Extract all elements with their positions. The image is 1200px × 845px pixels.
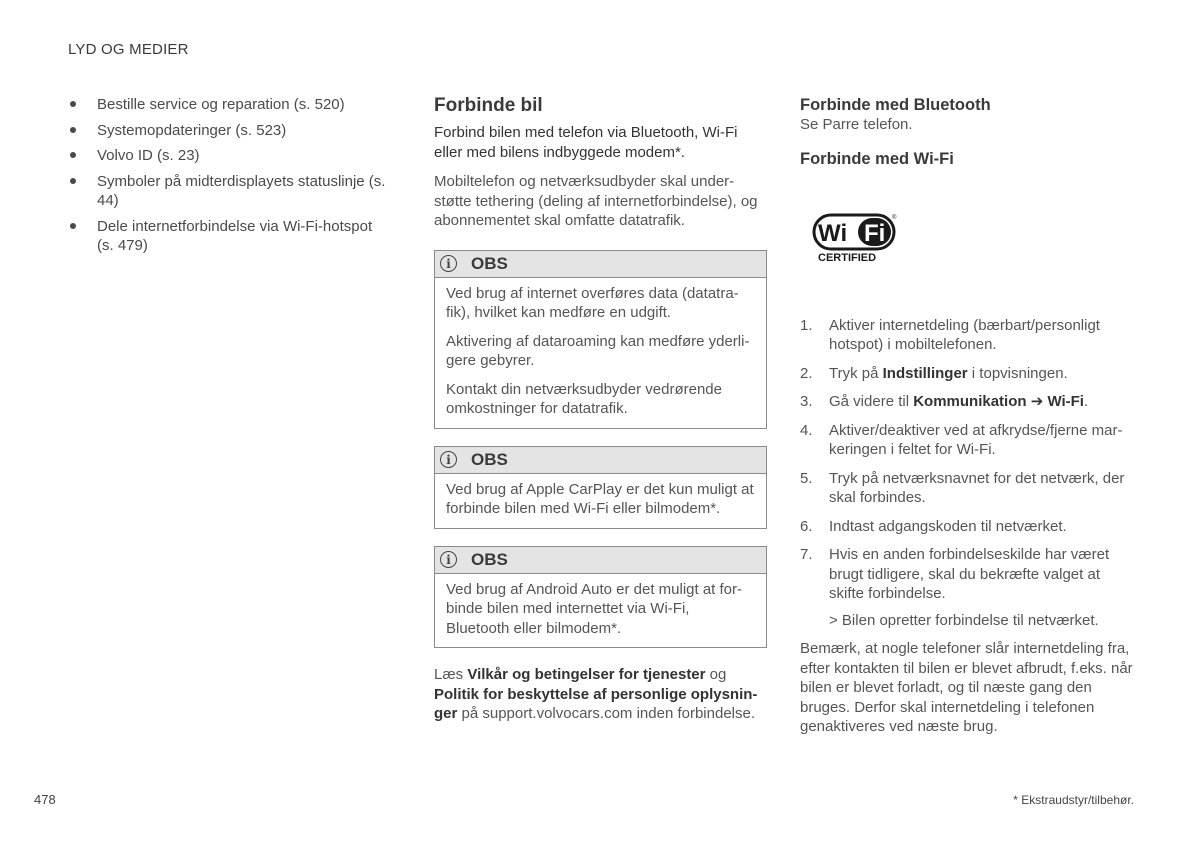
terms-paragraph [434, 665, 767, 724]
step-number: 6. [800, 517, 813, 535]
note-paragraph: Kontakt din netværksudbyder vedrørende omkostninger for datatrafik. [446, 380, 722, 417]
note-header [435, 251, 766, 278]
list-item[interactable]: Dele internetforbindelse via Wi-Fi-hotspot (s. 479) [68, 217, 388, 256]
intro-text: Forbind bilen med telefon via Bluetooth, Wi-Fi eller med bilens indbyggede modem*. [434, 124, 738, 161]
note-body [435, 278, 766, 428]
terms-and: og [705, 666, 727, 683]
list-item[interactable]: Volvo ID (s. 23) [68, 146, 388, 166]
step-number: 1. [800, 316, 813, 334]
section-title: Forbinde bil [434, 95, 543, 116]
note-body [435, 574, 766, 648]
left-column [68, 95, 388, 262]
step-text: Tryk på netværksnavnet for det netværk, der skal forbindes. [829, 469, 1125, 506]
info-icon: i [440, 551, 457, 568]
note-box [434, 546, 767, 649]
step-item [800, 545, 1135, 604]
right-column [800, 95, 1135, 737]
terms-suffix: på support.volvocars.com inden forbindelse. [457, 705, 756, 722]
step-item [800, 316, 1135, 355]
logo-fi-text: Fi [864, 219, 886, 247]
note-paragraph: Ved brug af internet overføres data (datatra-fik), hvilket kan medføre en udgift. [446, 284, 739, 321]
step-text: Hvis en anden forbindelseskilde har været brugt tidligere, skal du bekræfte valget at skifte forbindelse. [829, 546, 1110, 602]
note-paragraph: Ved brug af Android Auto er det muligt at for-binde bilen med internettet via Wi-Fi, Bluetooth eller bilmodem*. [446, 580, 743, 637]
step-item [800, 392, 1135, 412]
wifi-certified-logo [810, 209, 900, 269]
note-title: OBS [471, 549, 508, 569]
step-number: 5. [800, 469, 813, 487]
footnote: * Ekstraudstyr/tilbehør. [1013, 793, 1134, 807]
step-number: 4. [800, 421, 813, 439]
note-header [435, 447, 766, 474]
step-number: 2. [800, 364, 813, 382]
step-text: Indtast adgangskoden til netværket. [829, 517, 1067, 535]
step-text: i topvisningen. [967, 364, 1068, 382]
step-number: 7. [800, 546, 813, 563]
note-box [434, 250, 767, 429]
info-icon: i [440, 255, 457, 272]
step-item [800, 364, 1135, 384]
related-links-list [68, 95, 388, 256]
step-text: Tryk på [829, 364, 883, 382]
logo-certified-text: CERTIFIED [818, 251, 877, 264]
note-title: OBS [471, 449, 508, 469]
info-icon: i [440, 451, 457, 468]
bluetooth-text: Se Parre telefon. [800, 116, 913, 133]
wifi-note: Bemærk, at nogle telefoner slår internetdeling fra, efter kontakten til bilen er blevet afbrudt, f.eks. når bilen er blevet forladt, og til næste gang den bruges. Derfor skal internetdeling i telefonen genaktiveres ved næste brug. [800, 640, 1133, 735]
step-text: Aktiver internetdeling (bærbart/personligt hotspot) i mobiltelefonen. [829, 316, 1100, 353]
step-item [800, 469, 1135, 508]
note-paragraph: Ved brug af Apple CarPlay er det kun muligt at forbinde bilen med Wi-Fi eller bilmodem*. [446, 480, 754, 517]
section-header: LYD OG MEDIER [68, 41, 189, 58]
bluetooth-title: Forbinde med Bluetooth [800, 96, 991, 114]
step-text: . [1083, 393, 1089, 410]
step-number: 3. [800, 393, 813, 410]
note-header [435, 547, 766, 574]
note-title: OBS [471, 253, 508, 273]
step-ui-term: Indstillinger [882, 364, 968, 382]
step-item [800, 517, 1135, 537]
privacy-link[interactable]: Politik for beskyttelse af personlige oplysnin-ger [434, 685, 758, 722]
wifi-title: Forbinde med Wi-Fi [800, 149, 954, 168]
step-text: Gå videre til [829, 393, 914, 410]
middle-column [434, 95, 767, 724]
list-item[interactable]: Symboler på midterdisplayets statuslinje (s. 44) [68, 172, 388, 211]
terms-prefix: Læs [434, 666, 468, 683]
list-item[interactable]: Bestille service og reparation (s. 520) [68, 95, 388, 115]
body-paragraph: Mobiltelefon og netværksudbyder skal under-støtte tethering (deling af internetforbindelse), og abonnementet skal omfatte datatrafik. [434, 173, 758, 229]
note-paragraph: Aktivering af dataroaming kan medføre yderli-gere gebyrer. [446, 332, 750, 369]
step-text: Aktiver/deaktiver ved at afkrydse/fjerne mar-keringen i feltet for Wi-Fi. [829, 421, 1123, 458]
step-result: > Bilen opretter forbindelse til netværket. [829, 611, 1099, 629]
wifi-steps-list [800, 316, 1135, 604]
note-body [435, 474, 766, 528]
note-box [434, 446, 767, 529]
page-number: 478 [34, 792, 56, 807]
step-item [800, 421, 1135, 460]
logo-wi-text: Wi [818, 219, 848, 247]
terms-link[interactable]: Vilkår og betingelser for tjenester [467, 666, 706, 683]
logo-registered-mark: ® [892, 214, 897, 221]
list-item[interactable]: Systemopdateringer (s. 523) [68, 121, 388, 141]
step-ui-term: Kommunikation ➔ Wi-Fi [913, 393, 1084, 410]
